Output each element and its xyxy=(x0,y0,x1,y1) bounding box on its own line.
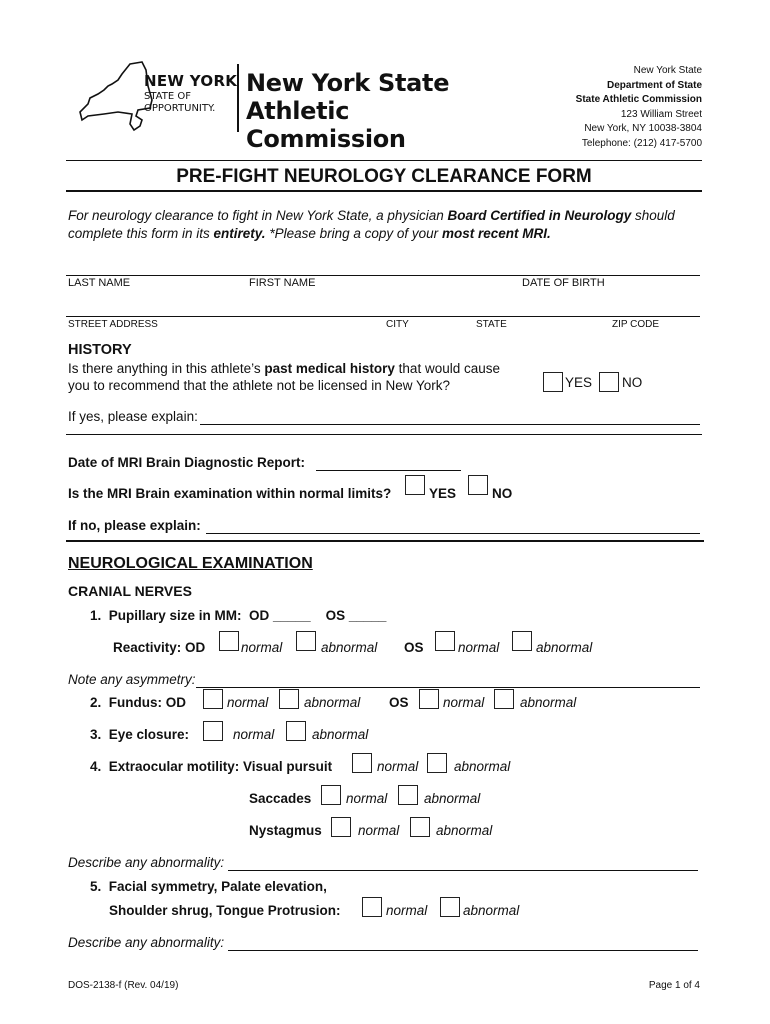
visual-pursuit-normal-checkbox[interactable] xyxy=(352,753,372,773)
address-line6: Telephone: (212) 417-5700 xyxy=(581,137,702,149)
history-q-line2: you to recommend that the athlete not be licensed in New York? xyxy=(68,378,450,393)
history-no-label: NO xyxy=(622,375,643,390)
mri-no-checkbox[interactable] xyxy=(468,475,488,495)
mri-date-field[interactable] xyxy=(316,456,461,471)
logo-brand-line2: STATE OF xyxy=(144,91,191,102)
item4-extraocular-label: 4. Extraocular motility: Visual pursuit xyxy=(90,759,333,774)
reactivity-os-normal-label: normal xyxy=(458,640,500,655)
fundus-os-abnormal-checkbox[interactable] xyxy=(494,689,514,709)
visual-pursuit-abnormal-label: abnormal xyxy=(454,759,511,774)
item3-eye-closure-label: 3. Eye closure: xyxy=(90,727,190,742)
nystagmus-abnormal-checkbox[interactable] xyxy=(410,817,430,837)
fundus-os-label: OS xyxy=(389,695,409,710)
street-label: STREET ADDRESS xyxy=(68,319,158,330)
logo-agency-line2: Athletic Commission xyxy=(246,97,406,153)
saccades-abnormal-label: abnormal xyxy=(424,791,481,806)
intro-part2: should complete this form in its xyxy=(68,208,675,241)
agency-address xyxy=(482,64,702,151)
fundus-od-abnormal-checkbox[interactable] xyxy=(279,689,299,709)
describe-abnormality-field-1[interactable] xyxy=(228,856,698,871)
mri-date-label: Date of MRI Brain Diagnostic Report: xyxy=(68,455,306,470)
fundus-od-normal-checkbox[interactable] xyxy=(203,689,223,709)
history-no-checkbox[interactable] xyxy=(599,372,619,392)
mri-yes-label: YES xyxy=(429,486,457,501)
eye-closure-abnormal-checkbox[interactable] xyxy=(286,721,306,741)
logo-agency-line1: New York State xyxy=(246,69,450,97)
describe-abnormality-label-2: Describe any abnormality: xyxy=(68,935,225,950)
fundus-os-normal-label: normal xyxy=(443,695,485,710)
logo-brand-line3: OPPORTUNITY. xyxy=(144,103,216,114)
state-label: STATE xyxy=(476,319,507,330)
intro-bold2: entirety. xyxy=(213,226,266,241)
nystagmus-abnormal-label: abnormal xyxy=(436,823,493,838)
describe-abnormality-field-2[interactable] xyxy=(228,936,698,951)
history-q-part1: Is there anything in this athlete’s xyxy=(68,361,265,376)
saccades-normal-label: normal xyxy=(346,791,388,806)
logo xyxy=(78,60,488,153)
page-number: Page 1 of 4 xyxy=(648,980,700,991)
history-q-bold: past medical history xyxy=(264,361,395,376)
saccades-abnormal-checkbox[interactable] xyxy=(398,785,418,805)
address-line3: State Athletic Commission xyxy=(575,94,702,105)
mri-explain-label: If no, please explain: xyxy=(68,518,201,533)
mri-explain-field[interactable] xyxy=(206,519,700,534)
address-line2: Department of State xyxy=(606,79,702,91)
intro-bold3: most recent MRI. xyxy=(441,226,551,241)
history-explain-field[interactable] xyxy=(200,410,700,425)
neuro-heading: NEUROLOGICAL EXAMINATION xyxy=(68,555,313,572)
facial-abnormal-label: abnormal xyxy=(463,903,520,918)
form-id: DOS-2138-f (Rev. 04/19) xyxy=(68,980,179,991)
history-yes-label: YES xyxy=(565,375,593,390)
address-line5: New York, NY 10038-3804 xyxy=(584,123,702,134)
history-question xyxy=(68,360,538,394)
intro-text xyxy=(68,207,708,243)
reactivity-label: Reactivity: OD xyxy=(113,640,206,655)
item2-fundus-label: 2. Fundus: OD xyxy=(90,695,186,710)
item1-pupillary-label: 1. Pupillary size in MM: OD _____ OS _____ xyxy=(90,608,387,623)
mri-yes-checkbox[interactable] xyxy=(405,475,425,495)
intro-bold1: Board Certified in Neurology xyxy=(447,208,632,223)
intro-part1: For neurology clearance to fight in New York State, a physician xyxy=(68,208,448,223)
fundus-od-normal-label: normal xyxy=(227,695,269,710)
eye-closure-normal-label: normal xyxy=(233,727,275,742)
visual-pursuit-abnormal-checkbox[interactable] xyxy=(427,753,447,773)
zip-label: ZIP CODE xyxy=(612,319,660,330)
eye-closure-abnormal-label: abnormal xyxy=(312,727,369,742)
facial-abnormal-checkbox[interactable] xyxy=(440,897,460,917)
history-rule xyxy=(66,434,702,435)
dob-label: DATE OF BIRTH xyxy=(522,277,605,289)
fundus-od-abnormal-label: abnormal xyxy=(304,695,361,710)
fundus-os-abnormal-label: abnormal xyxy=(520,695,577,710)
address-line4: 123 William Street xyxy=(620,108,702,120)
address-line1: New York State xyxy=(633,65,702,76)
history-explain-label: If yes, please explain: xyxy=(68,409,198,424)
fundus-os-normal-checkbox[interactable] xyxy=(419,689,439,709)
name-fields-line[interactable] xyxy=(66,275,700,276)
saccades-normal-checkbox[interactable] xyxy=(321,785,341,805)
address-fields-line[interactable] xyxy=(66,316,700,317)
item5-line1-label: 5. Facial symmetry, Palate elevation, xyxy=(90,879,327,894)
reactivity-os-abnormal-checkbox[interactable] xyxy=(512,631,532,651)
first-name-label: FIRST NAME xyxy=(249,277,316,289)
history-yes-checkbox[interactable] xyxy=(543,372,563,392)
last-name-label: LAST NAME xyxy=(68,277,131,289)
nystagmus-normal-label: normal xyxy=(358,823,400,838)
note-asymmetry-field[interactable] xyxy=(196,673,700,688)
history-heading: HISTORY xyxy=(68,342,132,358)
city-label: CITY xyxy=(386,319,409,330)
reactivity-os-normal-checkbox[interactable] xyxy=(435,631,455,651)
describe-abnormality-label-1: Describe any abnormality: xyxy=(68,855,225,870)
nystagmus-normal-checkbox[interactable] xyxy=(331,817,351,837)
cranial-nerves-heading: CRANIAL NERVES xyxy=(68,583,192,599)
facial-normal-label: normal xyxy=(386,903,428,918)
history-q-part2: that would cause xyxy=(394,361,500,376)
eye-closure-normal-checkbox[interactable] xyxy=(203,721,223,741)
visual-pursuit-normal-label: normal xyxy=(377,759,419,774)
reactivity-od-abnormal-checkbox[interactable] xyxy=(296,631,316,651)
logo-divider xyxy=(237,64,239,132)
mri-normal-question: Is the MRI Brain examination within normal limits? xyxy=(68,486,392,501)
reactivity-os-label: OS xyxy=(404,640,424,655)
intro-part3: *Please bring a copy of your xyxy=(265,226,442,241)
form-title: PRE-FIGHT NEUROLOGY CLEARANCE FORM xyxy=(176,166,592,187)
mri-no-label: NO xyxy=(492,486,513,501)
note-asymmetry-label: Note any asymmetry: xyxy=(68,672,196,687)
reactivity-od-normal-label: normal xyxy=(241,640,283,655)
title-rule-top xyxy=(66,160,702,161)
saccades-label: Saccades xyxy=(249,791,312,806)
facial-normal-checkbox[interactable] xyxy=(362,897,382,917)
reactivity-od-abnormal-label: abnormal xyxy=(321,640,378,655)
nystagmus-label: Nystagmus xyxy=(249,823,322,838)
title-rule-bottom xyxy=(66,190,702,192)
reactivity-os-abnormal-label: abnormal xyxy=(536,640,593,655)
item5-line2-label: Shoulder shrug, Tongue Protrusion: xyxy=(109,903,341,918)
reactivity-od-normal-checkbox[interactable] xyxy=(219,631,239,651)
logo-brand-line1: NEW YORK xyxy=(144,72,238,90)
mri-rule xyxy=(66,540,704,542)
